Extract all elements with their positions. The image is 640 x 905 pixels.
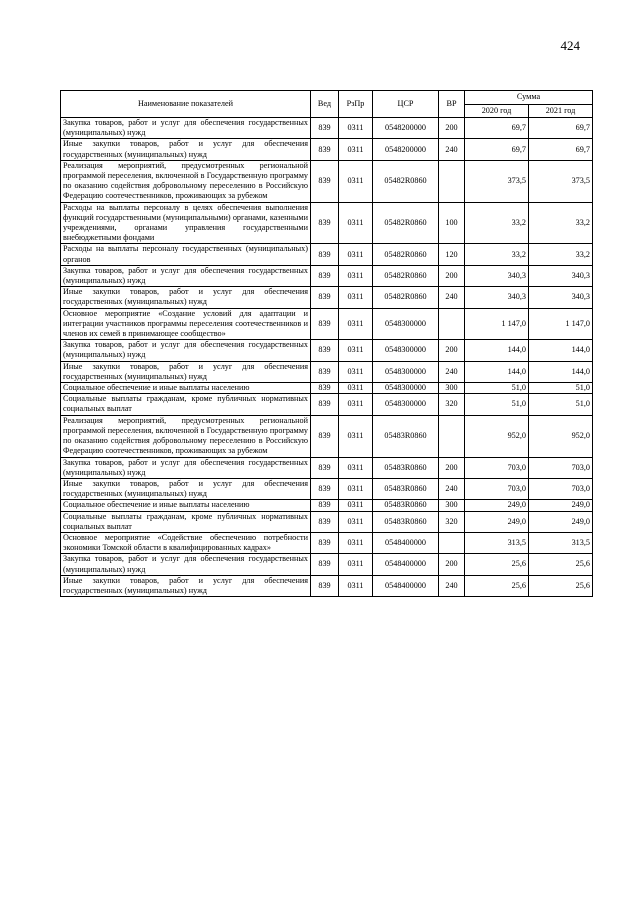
cell-sum-2021: 51,0 [529,394,593,415]
cell-name: Социальные выплаты гражданам, кроме публичных нормативных социальных выплат [61,511,311,532]
cell-sum-2020: 249,0 [465,500,529,511]
table-body [61,118,593,597]
cell-csr: 05482R0860 [373,202,439,244]
cell-ved: 839 [311,383,339,394]
cell-name: Социальные выплаты гражданам, кроме публичных нормативных социальных выплат [61,394,311,415]
cell-sum-2020: 25,6 [465,554,529,575]
cell-csr: 0548400000 [373,554,439,575]
table-row [61,415,593,457]
cell-csr: 05483R0860 [373,457,439,478]
cell-name: Расходы на выплаты персоналу в целях обеспечения выполнения функций государственными (муниципальными) органами, казенными учреждениями, органами управления государственными внебюджетными фондами [61,202,311,244]
cell-ved: 839 [311,265,339,286]
cell-sum-2021: 69,7 [529,139,593,160]
cell-ved: 839 [311,287,339,308]
cell-sum-2021: 249,0 [529,500,593,511]
cell-sum-2021: 144,0 [529,340,593,361]
cell-name: Иные закупки товаров, работ и услуг для обеспечения государственных (муниципальных) нужд [61,575,311,596]
cell-rzpr: 0311 [339,287,373,308]
table-row [61,532,593,553]
cell-ved: 839 [311,511,339,532]
cell-csr: 0548300000 [373,361,439,382]
cell-sum-2020: 313,5 [465,532,529,553]
cell-sum-2020: 340,3 [465,265,529,286]
cell-vr: 100 [439,202,465,244]
table-row [61,511,593,532]
header-year-2020: 2020 год [465,104,529,118]
cell-vr: 200 [439,118,465,139]
cell-csr: 0548300000 [373,383,439,394]
cell-sum-2020: 69,7 [465,139,529,160]
cell-ved: 839 [311,308,339,340]
cell-sum-2021: 69,7 [529,118,593,139]
cell-sum-2020: 340,3 [465,287,529,308]
cell-sum-2020: 51,0 [465,394,529,415]
cell-ved: 839 [311,554,339,575]
cell-vr: 200 [439,457,465,478]
cell-sum-2021: 25,6 [529,554,593,575]
cell-ved: 839 [311,160,339,202]
table-header [61,91,593,118]
budget-table [60,90,593,597]
cell-rzpr: 0311 [339,575,373,596]
cell-ved: 839 [311,500,339,511]
cell-sum-2021: 51,0 [529,383,593,394]
table-row [61,160,593,202]
cell-name: Иные закупки товаров, работ и услуг для обеспечения государственных (муниципальных) нужд [61,478,311,499]
cell-sum-2020: 25,6 [465,575,529,596]
table-row [61,478,593,499]
table-row [61,383,593,394]
cell-vr: 240 [439,361,465,382]
cell-vr: 320 [439,511,465,532]
cell-sum-2021: 313,5 [529,532,593,553]
cell-csr: 05482R0860 [373,160,439,202]
cell-sum-2020: 33,2 [465,202,529,244]
cell-vr: 200 [439,554,465,575]
cell-sum-2021: 144,0 [529,361,593,382]
cell-sum-2020: 144,0 [465,340,529,361]
cell-name: Закупка товаров, работ и услуг для обеспечения государственных (муниципальных) нужд [61,118,311,139]
cell-ved: 839 [311,415,339,457]
cell-vr [439,532,465,553]
header-rzpr: РзПр [339,91,373,118]
table-row [61,554,593,575]
cell-rzpr: 0311 [339,139,373,160]
cell-rzpr: 0311 [339,265,373,286]
cell-sum-2021: 1 147,0 [529,308,593,340]
cell-sum-2021: 703,0 [529,478,593,499]
page-number: 424 [560,38,580,53]
cell-csr: 05483R0860 [373,415,439,457]
table-row [61,265,593,286]
cell-csr: 05483R0860 [373,511,439,532]
cell-name: Иные закупки товаров, работ и услуг для обеспечения государственных (муниципальных) нужд [61,139,311,160]
cell-ved: 839 [311,118,339,139]
cell-sum-2020: 952,0 [465,415,529,457]
table-row [61,575,593,596]
cell-csr: 05482R0860 [373,287,439,308]
cell-rzpr: 0311 [339,118,373,139]
cell-csr: 05482R0860 [373,244,439,265]
table-row [61,340,593,361]
cell-sum-2021: 33,2 [529,244,593,265]
cell-rzpr: 0311 [339,361,373,382]
cell-rzpr: 0311 [339,532,373,553]
cell-rzpr: 0311 [339,415,373,457]
cell-csr: 0548300000 [373,394,439,415]
cell-name: Закупка товаров, работ и услуг для обеспечения государственных (муниципальных) нужд [61,457,311,478]
cell-rzpr: 0311 [339,457,373,478]
cell-name: Закупка товаров, работ и услуг для обеспечения государственных (муниципальных) нужд [61,340,311,361]
table-row [61,139,593,160]
cell-ved: 839 [311,340,339,361]
cell-sum-2021: 703,0 [529,457,593,478]
table-row [61,361,593,382]
cell-rzpr: 0311 [339,202,373,244]
cell-rzpr: 0311 [339,244,373,265]
cell-ved: 839 [311,457,339,478]
cell-rzpr: 0311 [339,340,373,361]
cell-csr: 0548200000 [373,118,439,139]
cell-sum-2021: 340,3 [529,265,593,286]
cell-vr: 200 [439,265,465,286]
cell-name: Иные закупки товаров, работ и услуг для обеспечения государственных (муниципальных) нужд [61,287,311,308]
table-row [61,457,593,478]
cell-ved: 839 [311,532,339,553]
cell-vr: 240 [439,287,465,308]
cell-csr: 05482R0860 [373,265,439,286]
cell-vr [439,308,465,340]
cell-sum-2020: 703,0 [465,478,529,499]
cell-rzpr: 0311 [339,511,373,532]
table-row [61,202,593,244]
cell-sum-2020: 1 147,0 [465,308,529,340]
cell-name: Социальное обеспечение и иные выплаты населению [61,383,311,394]
table-row [61,118,593,139]
cell-sum-2020: 51,0 [465,383,529,394]
cell-sum-2020: 703,0 [465,457,529,478]
cell-ved: 839 [311,361,339,382]
cell-vr: 120 [439,244,465,265]
table-row [61,394,593,415]
cell-vr: 200 [439,340,465,361]
cell-name: Закупка товаров, работ и услуг для обеспечения государственных (муниципальных) нужд [61,265,311,286]
cell-ved: 839 [311,244,339,265]
cell-vr: 300 [439,500,465,511]
cell-csr: 0548200000 [373,139,439,160]
cell-sum-2021: 33,2 [529,202,593,244]
header-ved: Вед [311,91,339,118]
cell-sum-2020: 69,7 [465,118,529,139]
cell-csr: 0548300000 [373,340,439,361]
cell-rzpr: 0311 [339,500,373,511]
cell-sum-2021: 373,5 [529,160,593,202]
header-sum: Сумма [465,91,593,105]
cell-csr: 05483R0860 [373,500,439,511]
cell-vr: 320 [439,394,465,415]
table-row [61,244,593,265]
header-csr: ЦСР [373,91,439,118]
cell-sum-2020: 144,0 [465,361,529,382]
cell-vr: 240 [439,575,465,596]
cell-rzpr: 0311 [339,308,373,340]
cell-name: Реализация мероприятий, предусмотренных региональной программой переселения, включенной в Государственную программу по оказанию содействия добровольному переселению в Российскую Федерацию соотечественников, проживающих за рубежом [61,160,311,202]
cell-sum-2021: 340,3 [529,287,593,308]
cell-sum-2021: 249,0 [529,511,593,532]
cell-csr: 0548300000 [373,308,439,340]
cell-vr: 240 [439,139,465,160]
cell-vr: 300 [439,383,465,394]
table-row [61,308,593,340]
cell-sum-2021: 25,6 [529,575,593,596]
cell-vr [439,160,465,202]
cell-sum-2020: 249,0 [465,511,529,532]
cell-rzpr: 0311 [339,554,373,575]
cell-csr: 05483R0860 [373,478,439,499]
cell-ved: 839 [311,139,339,160]
cell-csr: 0548400000 [373,575,439,596]
cell-sum-2021: 952,0 [529,415,593,457]
cell-vr: 240 [439,478,465,499]
cell-rzpr: 0311 [339,383,373,394]
cell-sum-2020: 373,5 [465,160,529,202]
cell-ved: 839 [311,202,339,244]
cell-rzpr: 0311 [339,394,373,415]
cell-name: Реализация мероприятий, предусмотренных региональной программой переселения, включенной в Государственную программу по оказанию содействия добровольному переселению в Российскую Федерацию соотечественников, проживающих за рубежом [61,415,311,457]
header-year-2021: 2021 год [529,104,593,118]
cell-ved: 839 [311,575,339,596]
table-row [61,500,593,511]
cell-name: Закупка товаров, работ и услуг для обеспечения государственных (муниципальных) нужд [61,554,311,575]
cell-rzpr: 0311 [339,478,373,499]
cell-sum-2020: 33,2 [465,244,529,265]
cell-name: Расходы на выплаты персоналу государственных (муниципальных) органов [61,244,311,265]
cell-name: Основное мероприятие «Содействие обеспечению потребности экономики Томской области в квалифицированных кадрах» [61,532,311,553]
cell-name: Основное мероприятие «Создание условий для адаптации и интеграции участников программы переселения соотечественников и членов их семей в принимающее сообщество» [61,308,311,340]
cell-rzpr: 0311 [339,160,373,202]
cell-name: Иные закупки товаров, работ и услуг для обеспечения государственных (муниципальных) нужд [61,361,311,382]
cell-vr [439,415,465,457]
table-row [61,287,593,308]
cell-csr: 0548400000 [373,532,439,553]
header-name: Наименование показателей [61,91,311,118]
cell-ved: 839 [311,478,339,499]
header-vr: ВР [439,91,465,118]
cell-ved: 839 [311,394,339,415]
cell-name: Социальное обеспечение и иные выплаты населению [61,500,311,511]
